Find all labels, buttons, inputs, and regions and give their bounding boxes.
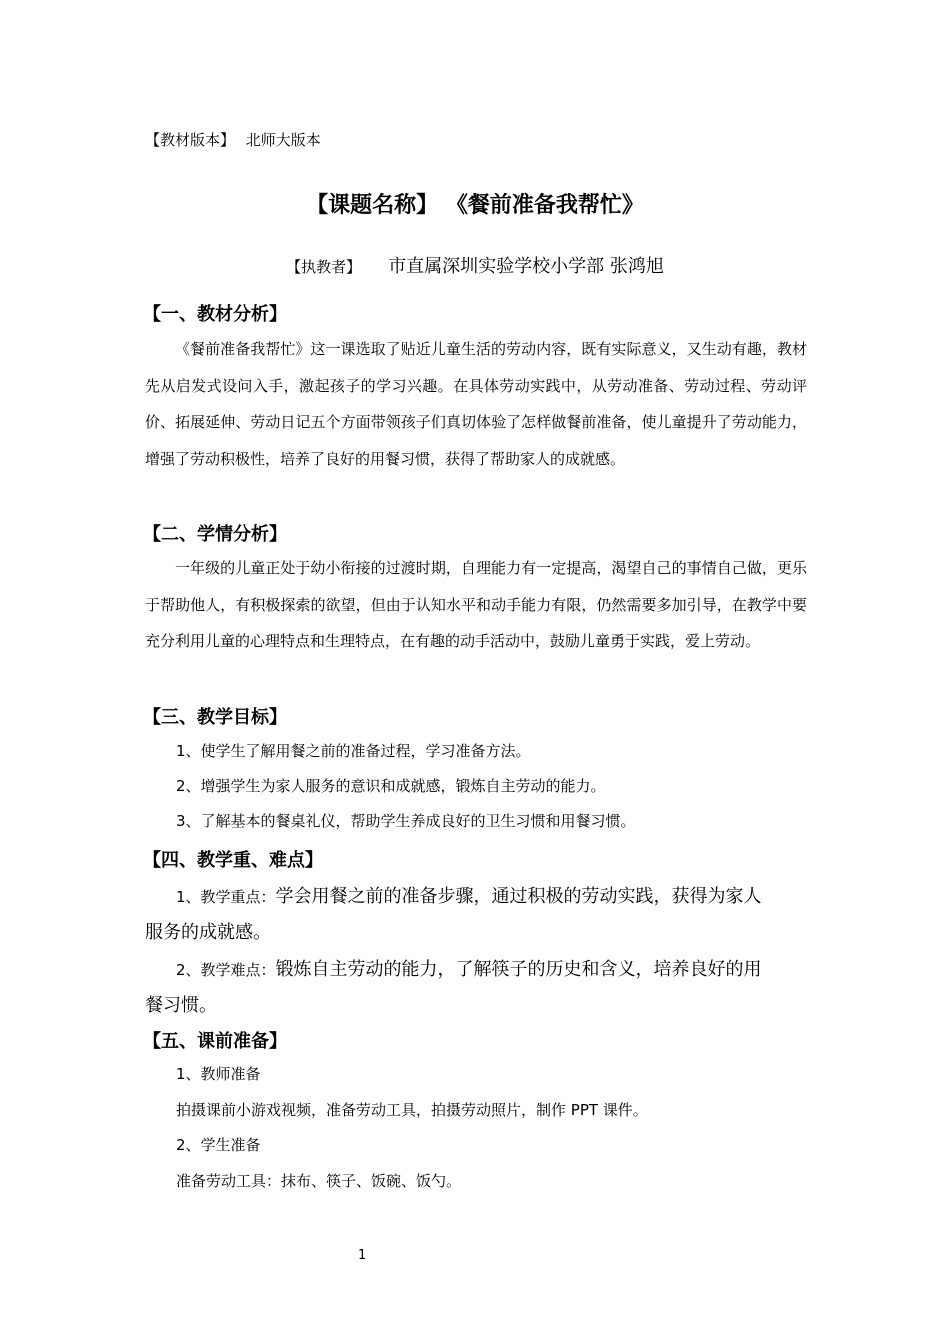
difficulty-line — [176, 955, 762, 981]
textbook-analysis-paragraph: 《餐前准备我帮忙》这一课选取了贴近儿童生活的劳动内容，既有实际意义，又生动有趣，教材先从启发式设问入手，激起孩子的学习兴趣。在具体劳动实践中，从劳动准备、劳动过程、劳动评价、拓展延伸、劳动日记五个方面带领孩子们真切体验了怎样做餐前准备，使儿童提升了劳动能力，增强了劳动积极性，培养了良好的用餐习惯，获得了帮助家人的成就感。 — [145, 340, 807, 468]
student-analysis-paragraph: 一年级的儿童正处于幼小衔接的过渡时期，自理能力有一定提高，渴望自己的事情自己做，更乐于帮助他人，有积极探索的欲望，但由于认知水平和动手能力有限，仍然需要多加引导，在教学中要充分利用儿童的心理特点和生理特点，在有趣的动手活动中，鼓励儿童勇于实践，爱上劳动。 — [145, 559, 807, 651]
difficulty-text: 锻炼自主劳动的能力，了解筷子的历史和含义，培养良好的用 — [275, 959, 762, 980]
student-prep-text: 准备劳动工具：抹布、筷子、饭碗、饭勺。 — [176, 1172, 462, 1190]
goal-item-1: 1、使学生了解用餐之前的准备过程，学习准备方法。 — [176, 742, 531, 760]
goal-item-2: 2、增强学生为家人服务的意识和成就感，锻炼自主劳动的能力。 — [176, 777, 606, 795]
difficulty-continuation: 餐习惯。 — [145, 995, 217, 1016]
difficulty-label: 2、教学难点： — [176, 961, 276, 979]
key-point-line — [176, 882, 762, 908]
section-heading-5: 【五、课前准备】 — [143, 1031, 287, 1052]
edition-line — [145, 129, 321, 150]
key-point-continuation: 服务的成就感。 — [145, 922, 271, 943]
section-heading-1: 【一、教材分析】 — [143, 304, 287, 325]
section-heading-2: 【二、学情分析】 — [143, 524, 287, 545]
edition-label: 【教材版本】 — [145, 131, 236, 149]
page-number: 1 — [358, 1248, 367, 1263]
teacher-prep-title: 1、教师准备 — [176, 1065, 261, 1083]
key-point-text: 学会用餐之前的准备步骤，通过积极的劳动实践，获得为家人 — [275, 886, 762, 907]
teacher-label: 【执教者】 — [286, 258, 362, 276]
teacher-line — [0, 252, 950, 278]
goal-item-3: 3、了解基本的餐桌礼仪，帮助学生养成良好的卫生习惯和用餐习惯。 — [176, 812, 636, 830]
student-prep-title: 2、学生准备 — [176, 1136, 261, 1154]
lesson-title: 【课题名称】 《餐前准备我帮忙》 — [306, 193, 644, 218]
section-heading-4: 【四、教学重、难点】 — [143, 850, 323, 871]
edition-value: 北师大版本 — [245, 131, 321, 149]
key-point-label: 1、教学重点： — [176, 888, 276, 906]
teacher-value: 市直属深圳实验学校小学部 张鸿旭 — [388, 256, 664, 277]
teacher-prep-text: 拍摄课前小游戏视频，准备劳动工具，拍摄劳动照片，制作 PPT 课件。 — [176, 1101, 648, 1119]
section-heading-3: 【三、教学目标】 — [143, 707, 287, 728]
